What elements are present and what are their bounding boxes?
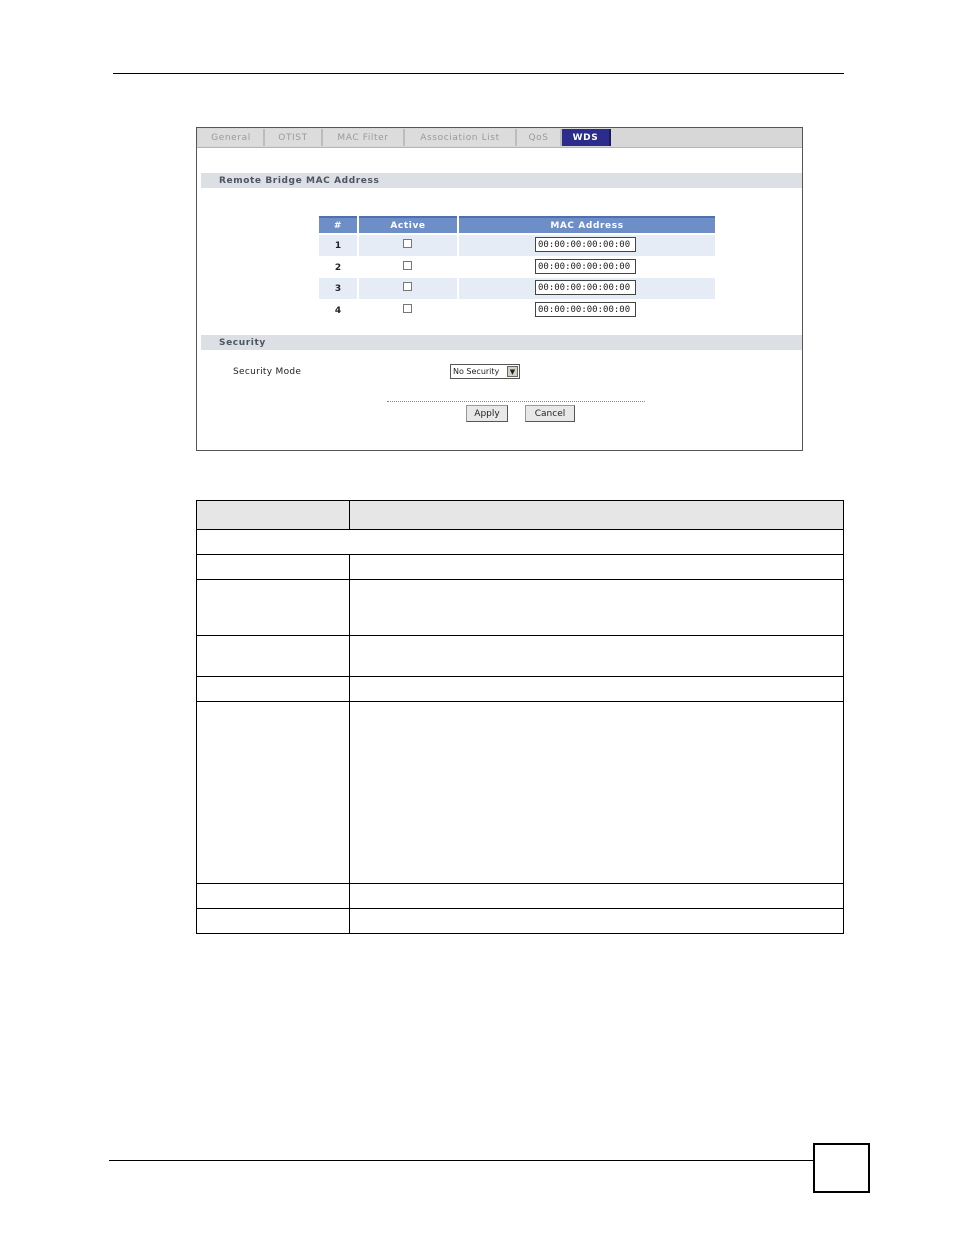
column-header-num: # bbox=[319, 216, 357, 233]
table-row bbox=[319, 235, 715, 256]
row-number: 4 bbox=[334, 305, 342, 316]
security-mode-value: No Security bbox=[453, 367, 500, 376]
tab-otist[interactable]: OTIST bbox=[265, 129, 323, 146]
mac-address-input[interactable] bbox=[535, 302, 636, 317]
security-mode-label: Security Mode bbox=[233, 367, 302, 377]
security-section-title: Security bbox=[201, 335, 802, 350]
button-divider bbox=[387, 401, 645, 402]
table-row bbox=[197, 555, 843, 580]
table-row bbox=[197, 702, 843, 884]
active-checkbox[interactable] bbox=[403, 261, 412, 270]
footer-rule bbox=[109, 1160, 814, 1161]
row-number: 2 bbox=[334, 262, 342, 273]
active-checkbox[interactable] bbox=[403, 239, 412, 248]
description-table bbox=[196, 500, 844, 934]
tab-bar bbox=[197, 128, 802, 148]
mac-address-input[interactable] bbox=[535, 259, 636, 274]
active-checkbox[interactable] bbox=[403, 304, 412, 313]
wds-screen bbox=[196, 127, 803, 451]
table-row bbox=[197, 677, 843, 702]
table-row bbox=[197, 909, 843, 933]
tab-general[interactable]: General bbox=[199, 129, 265, 146]
tab-mac-filter[interactable]: MAC Filter bbox=[323, 129, 405, 146]
table-header-row bbox=[197, 501, 843, 530]
page-number-box bbox=[813, 1143, 870, 1193]
mac-address-input[interactable] bbox=[535, 280, 636, 295]
column-header-mac-address: MAC Address bbox=[459, 216, 715, 233]
table-row bbox=[197, 636, 843, 677]
header-rule bbox=[113, 73, 844, 74]
column-header-active: Active bbox=[359, 216, 457, 233]
row-number: 3 bbox=[334, 283, 342, 294]
tab-wds[interactable]: WDS bbox=[562, 129, 611, 146]
chevron-down-icon[interactable]: ▼ bbox=[507, 366, 518, 377]
table-row bbox=[197, 884, 843, 909]
security-mode-select[interactable] bbox=[450, 364, 520, 379]
active-checkbox[interactable] bbox=[403, 282, 412, 291]
remote-bridge-section-title: Remote Bridge MAC Address bbox=[201, 173, 802, 188]
table-row bbox=[197, 580, 843, 636]
table-row bbox=[197, 530, 843, 555]
table-row bbox=[319, 300, 715, 321]
tab-qos[interactable]: QoS bbox=[517, 129, 562, 146]
mac-address-input[interactable] bbox=[535, 237, 636, 252]
table-row bbox=[319, 257, 715, 278]
apply-button[interactable]: Apply bbox=[466, 405, 508, 422]
cancel-button[interactable]: Cancel bbox=[525, 405, 575, 422]
row-number: 1 bbox=[334, 240, 342, 251]
tab-association-list[interactable]: Association List bbox=[405, 129, 517, 146]
table-row bbox=[319, 278, 715, 299]
